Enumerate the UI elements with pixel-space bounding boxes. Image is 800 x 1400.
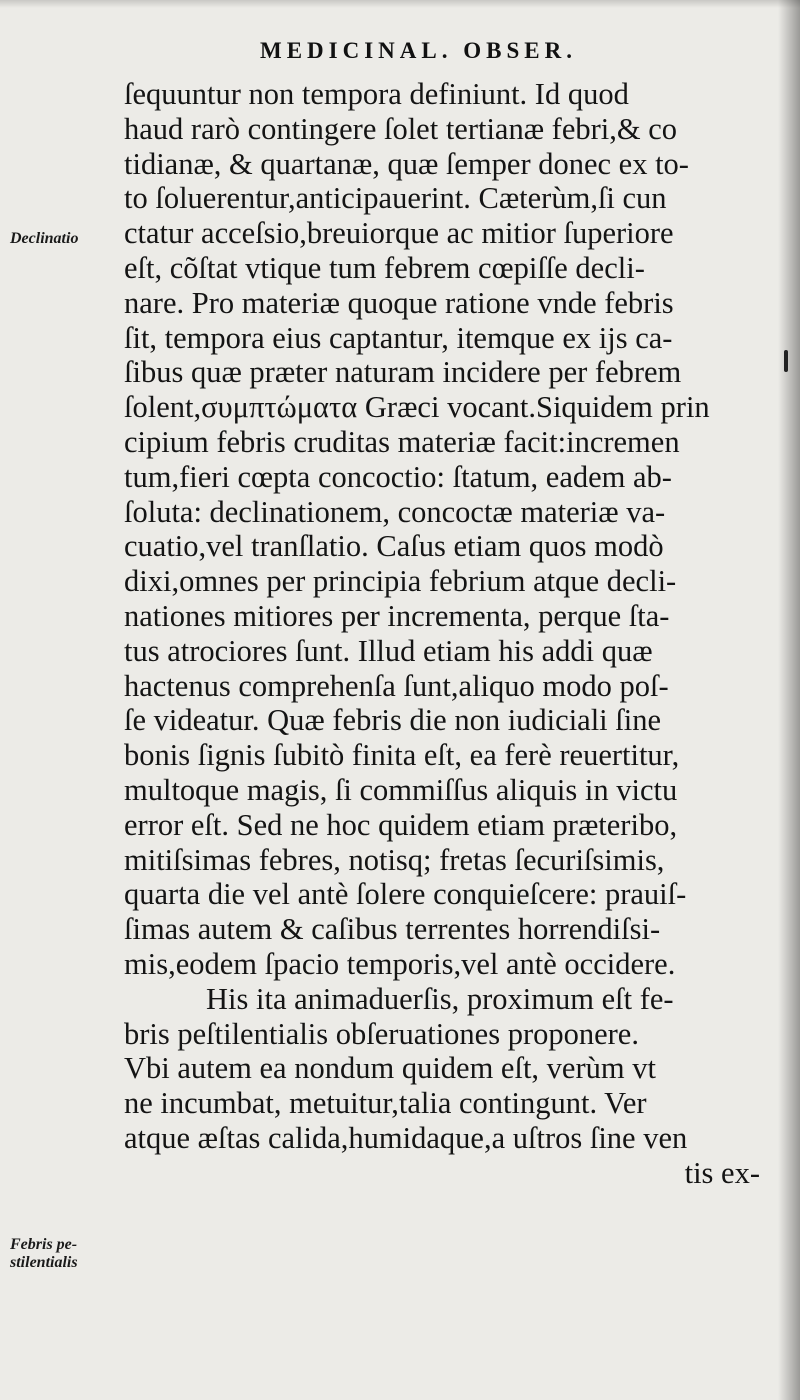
- text-line: ſe videatur. Quæ febris die non iudiciali ſine: [124, 703, 662, 738]
- text-line: cuatio,vel tranſlatio. Caſus etiam quos modò: [124, 529, 664, 564]
- body-text: [124, 77, 764, 1191]
- text-line: bris peſtilentialis obſeruationes proponere.: [124, 1016, 639, 1051]
- text-line: tum,fieri cœpta concoctio: ſtatum, eadem ab-: [124, 459, 672, 494]
- page-gutter-shadow: [778, 0, 800, 1400]
- text-line: quarta die vel antè ſolere conquieſcere: prauiſ-: [124, 877, 687, 912]
- text-line: ne incumbat, metuitur,talia contingunt. Ver: [124, 1086, 647, 1121]
- text-line: ſoluta: declinationem, concoctæ materiæ va-: [124, 494, 666, 529]
- text-line: eſt, cõſtat vtique tum febrem cœpiſſe decli-: [124, 250, 645, 285]
- margin-note-febris-pestilentialis-text: Febris pe- stilentialis: [10, 1236, 78, 1271]
- text-line: tis ex-: [684, 1155, 760, 1190]
- page-top-shadow: [0, 0, 800, 8]
- text-line: to ſoluerentur,anticipauerint. Cæterùm,ſi cun: [124, 181, 667, 216]
- margin-note-declinatio: Declinatio: [10, 230, 79, 247]
- margin-note-febris-pestilentialis: [10, 1236, 122, 1272]
- text-line: multoque magis, ſi commiſſus aliquis in victu: [124, 772, 678, 807]
- text-line: error eſt. Sed ne hoc quidem etiam præteribo,: [124, 807, 678, 842]
- text-line: atque æſtas calida,humidaque,a uſtros ſine ven: [124, 1120, 688, 1155]
- text-line: ſibus quæ præter naturam incidere per febrem: [124, 355, 682, 390]
- text-line: nare. Pro materiæ quoque ratione vnde febris: [124, 285, 674, 320]
- text-line: tus atrociores ſunt. Illud etiam his addi quæ: [124, 633, 653, 668]
- text-line: mis,eodem ſpacio temporis,vel antè occidere.: [124, 946, 676, 981]
- text-line: tidianæ, & quartanæ, quæ ſemper donec ex to-: [124, 146, 689, 181]
- text-line: His ita animaduerſis, proximum eſt fe-: [206, 981, 674, 1016]
- text-line: ſolent,συμπτώματα Græci vocant.Siquidem prin: [124, 390, 710, 425]
- text-line: ſimas autem & caſibus terrentes horrendiſsi-: [124, 912, 661, 947]
- text-line: Vbi autem ea nondum quidem eſt, verùm vt: [124, 1051, 656, 1086]
- text-line: ſit, tempora eius captantur, itemque ex ijs ca-: [124, 320, 673, 355]
- text-line: cipium febris cruditas materiæ facit:incremen: [124, 424, 680, 459]
- text-line: mitiſsimas febres, notisq; fretas ſecuriſsimis,: [124, 842, 665, 877]
- text-line: haud rarò contingere ſolet tertianæ febri,& co: [124, 111, 678, 146]
- text-line: hactenus comprehenſa ſunt,aliquo modo poſ-: [124, 668, 669, 703]
- stray-ink-mark: [784, 350, 788, 372]
- text-line: nationes mitiores per incrementa, perque ſta-: [124, 598, 670, 633]
- text-line: ctatur acceſsio,breuiorque ac mitior ſuperiore: [124, 216, 674, 251]
- text-line: dixi,omnes per principia febrium atque decli-: [124, 564, 677, 599]
- text-line: ſequuntur non tempora definiunt. Id quod: [124, 77, 629, 111]
- text-line: bonis ſignis ſubitò finita eſt, ea ferè reuertitur,: [124, 738, 680, 773]
- running-head: MEDICINAL. OBSER.: [260, 38, 577, 63]
